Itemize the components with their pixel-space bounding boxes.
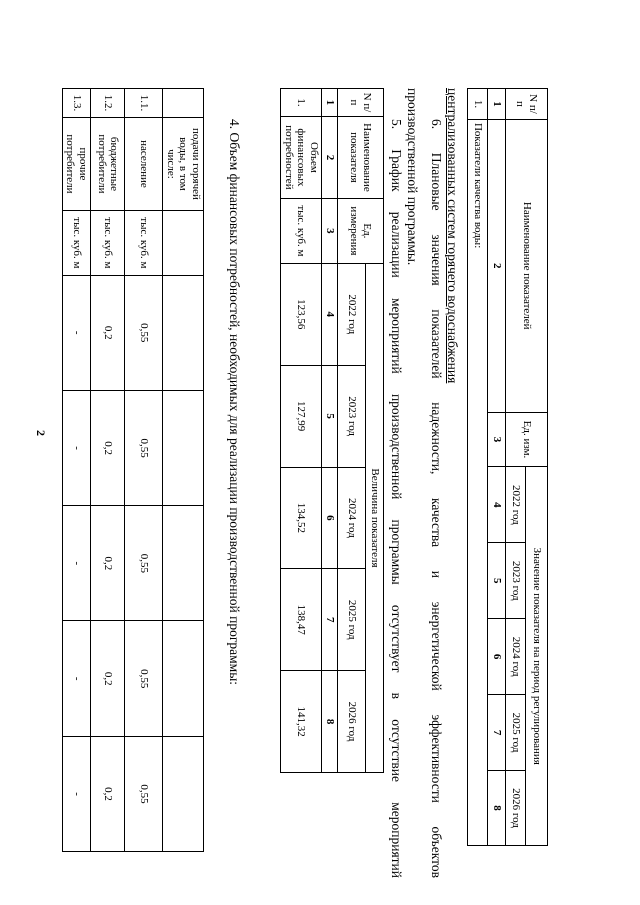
value-2025: - — [62, 621, 90, 737]
index-cell: 5 — [488, 543, 506, 619]
header-year: 2024 год — [338, 467, 366, 569]
row-name: Показатели качества воды: — [468, 119, 488, 845]
value-2026: - — [62, 737, 90, 852]
table-row — [62, 89, 90, 852]
row-name: прочие потребители — [62, 117, 90, 210]
value-2022 — [163, 275, 204, 390]
header-group: Величина показателя — [366, 263, 384, 772]
header-year: 2022 год — [506, 467, 526, 543]
header-year: 2022 год — [338, 263, 366, 365]
value-2025 — [163, 621, 204, 737]
value-2023: 127,99 — [281, 365, 322, 467]
index-cell: 2 — [322, 116, 338, 198]
section-6-line-2: централизованных систем горячего водоснабжения — [445, 88, 460, 384]
value-2024 — [163, 506, 204, 621]
row-name: подачи горячей воды, в том числе: — [163, 117, 204, 210]
value-2023: 0,55 — [125, 390, 163, 506]
header-year: 2026 год — [338, 671, 366, 773]
value-2023: 0,2 — [91, 390, 125, 506]
value-2022: 0,55 — [125, 275, 163, 390]
row-number: 1. — [281, 89, 322, 117]
quality-indicators-table — [467, 88, 548, 846]
index-cell: 3 — [322, 198, 338, 263]
header-year: 2023 год — [506, 543, 526, 619]
header-row — [366, 89, 384, 773]
row-number — [163, 89, 204, 118]
index-cell: 6 — [322, 467, 338, 569]
value-2024: - — [62, 506, 90, 621]
value-2022: 123,56 — [281, 263, 322, 365]
row-number: 1.1. — [125, 89, 163, 118]
water-supply-table — [62, 88, 204, 852]
value-2026 — [163, 737, 204, 852]
section-5-line-2: производственной программы. — [405, 88, 420, 266]
index-cell: 2 — [488, 119, 506, 412]
value-2026: 0,2 — [91, 737, 125, 852]
index-cell: 7 — [322, 569, 338, 671]
row-unit: тыс. куб. м — [62, 210, 90, 275]
table-row — [281, 89, 322, 773]
row-number: 1.3. — [62, 89, 90, 118]
table-row — [163, 89, 204, 852]
value-2023 — [163, 390, 204, 506]
index-cell: 4 — [322, 263, 338, 365]
section-6-line-1: 6. Плановые значения показателей надежности, качества и энергетической эффективности объектов — [429, 119, 444, 878]
value-2024: 0,2 — [91, 506, 125, 621]
table-row — [91, 89, 125, 852]
value-2025: 0,2 — [91, 621, 125, 737]
row-unit: тыс. куб. м — [125, 210, 163, 275]
header-row — [526, 89, 548, 846]
row-number: 1.2. — [91, 89, 125, 118]
header-year: 2026 год — [506, 771, 526, 846]
row-unit: тыс. куб. м — [91, 210, 125, 275]
index-cell: 8 — [322, 671, 338, 773]
index-cell: 8 — [488, 771, 506, 846]
row-name: население — [125, 117, 163, 210]
header-year: 2023 год — [338, 365, 366, 467]
header-year: 2025 год — [506, 695, 526, 771]
index-row — [488, 89, 506, 846]
row-unit — [163, 210, 204, 275]
page-number: 2 — [34, 430, 48, 436]
table-row — [125, 89, 163, 852]
value-2023: - — [62, 390, 90, 506]
table-row — [468, 89, 488, 846]
value-2026: 141,32 — [281, 671, 322, 773]
index-cell: 4 — [488, 467, 506, 543]
header-num: N п/п — [338, 89, 384, 117]
row-unit: тыс. куб. м — [281, 198, 322, 263]
section-4-heading: 4. Объем финансовых потребностей, необходимых для реализации производственной программы: — [227, 119, 242, 686]
header-name: Наименование показателей — [506, 119, 548, 412]
header-unit: Ед. изм. — [506, 412, 548, 467]
index-cell: 5 — [322, 365, 338, 467]
header-unit: Ед. измерения — [338, 198, 384, 263]
value-2025: 138,47 — [281, 569, 322, 671]
value-2024: 0,55 — [125, 506, 163, 621]
section-5-line-1: 5. График реализации мероприятий производственной программы отсутствует в отсутствие мероприятий — [389, 119, 404, 878]
row-name: Объем финансовых потребностей — [281, 116, 322, 198]
row-name: бюджетные потребители — [91, 117, 125, 210]
index-cell: 1 — [488, 89, 506, 120]
index-cell: 6 — [488, 619, 506, 695]
value-2022: 0,2 — [91, 275, 125, 390]
header-num: N п/п — [506, 89, 548, 120]
value-2026: 0,55 — [125, 737, 163, 852]
header-name: Наименование показателя — [338, 116, 384, 198]
value-2025: 0,55 — [125, 621, 163, 737]
index-cell: 1 — [322, 89, 338, 117]
value-2024: 134,52 — [281, 467, 322, 569]
header-year: 2025 год — [338, 569, 366, 671]
header-group: Значение показателя на период регулирования — [526, 467, 548, 846]
index-cell: 7 — [488, 695, 506, 771]
financial-needs-table — [280, 88, 384, 773]
value-2022: - — [62, 275, 90, 390]
header-year: 2024 год — [506, 619, 526, 695]
row-number: 1. — [468, 89, 488, 120]
index-row — [322, 89, 338, 773]
index-cell: 3 — [488, 412, 506, 467]
